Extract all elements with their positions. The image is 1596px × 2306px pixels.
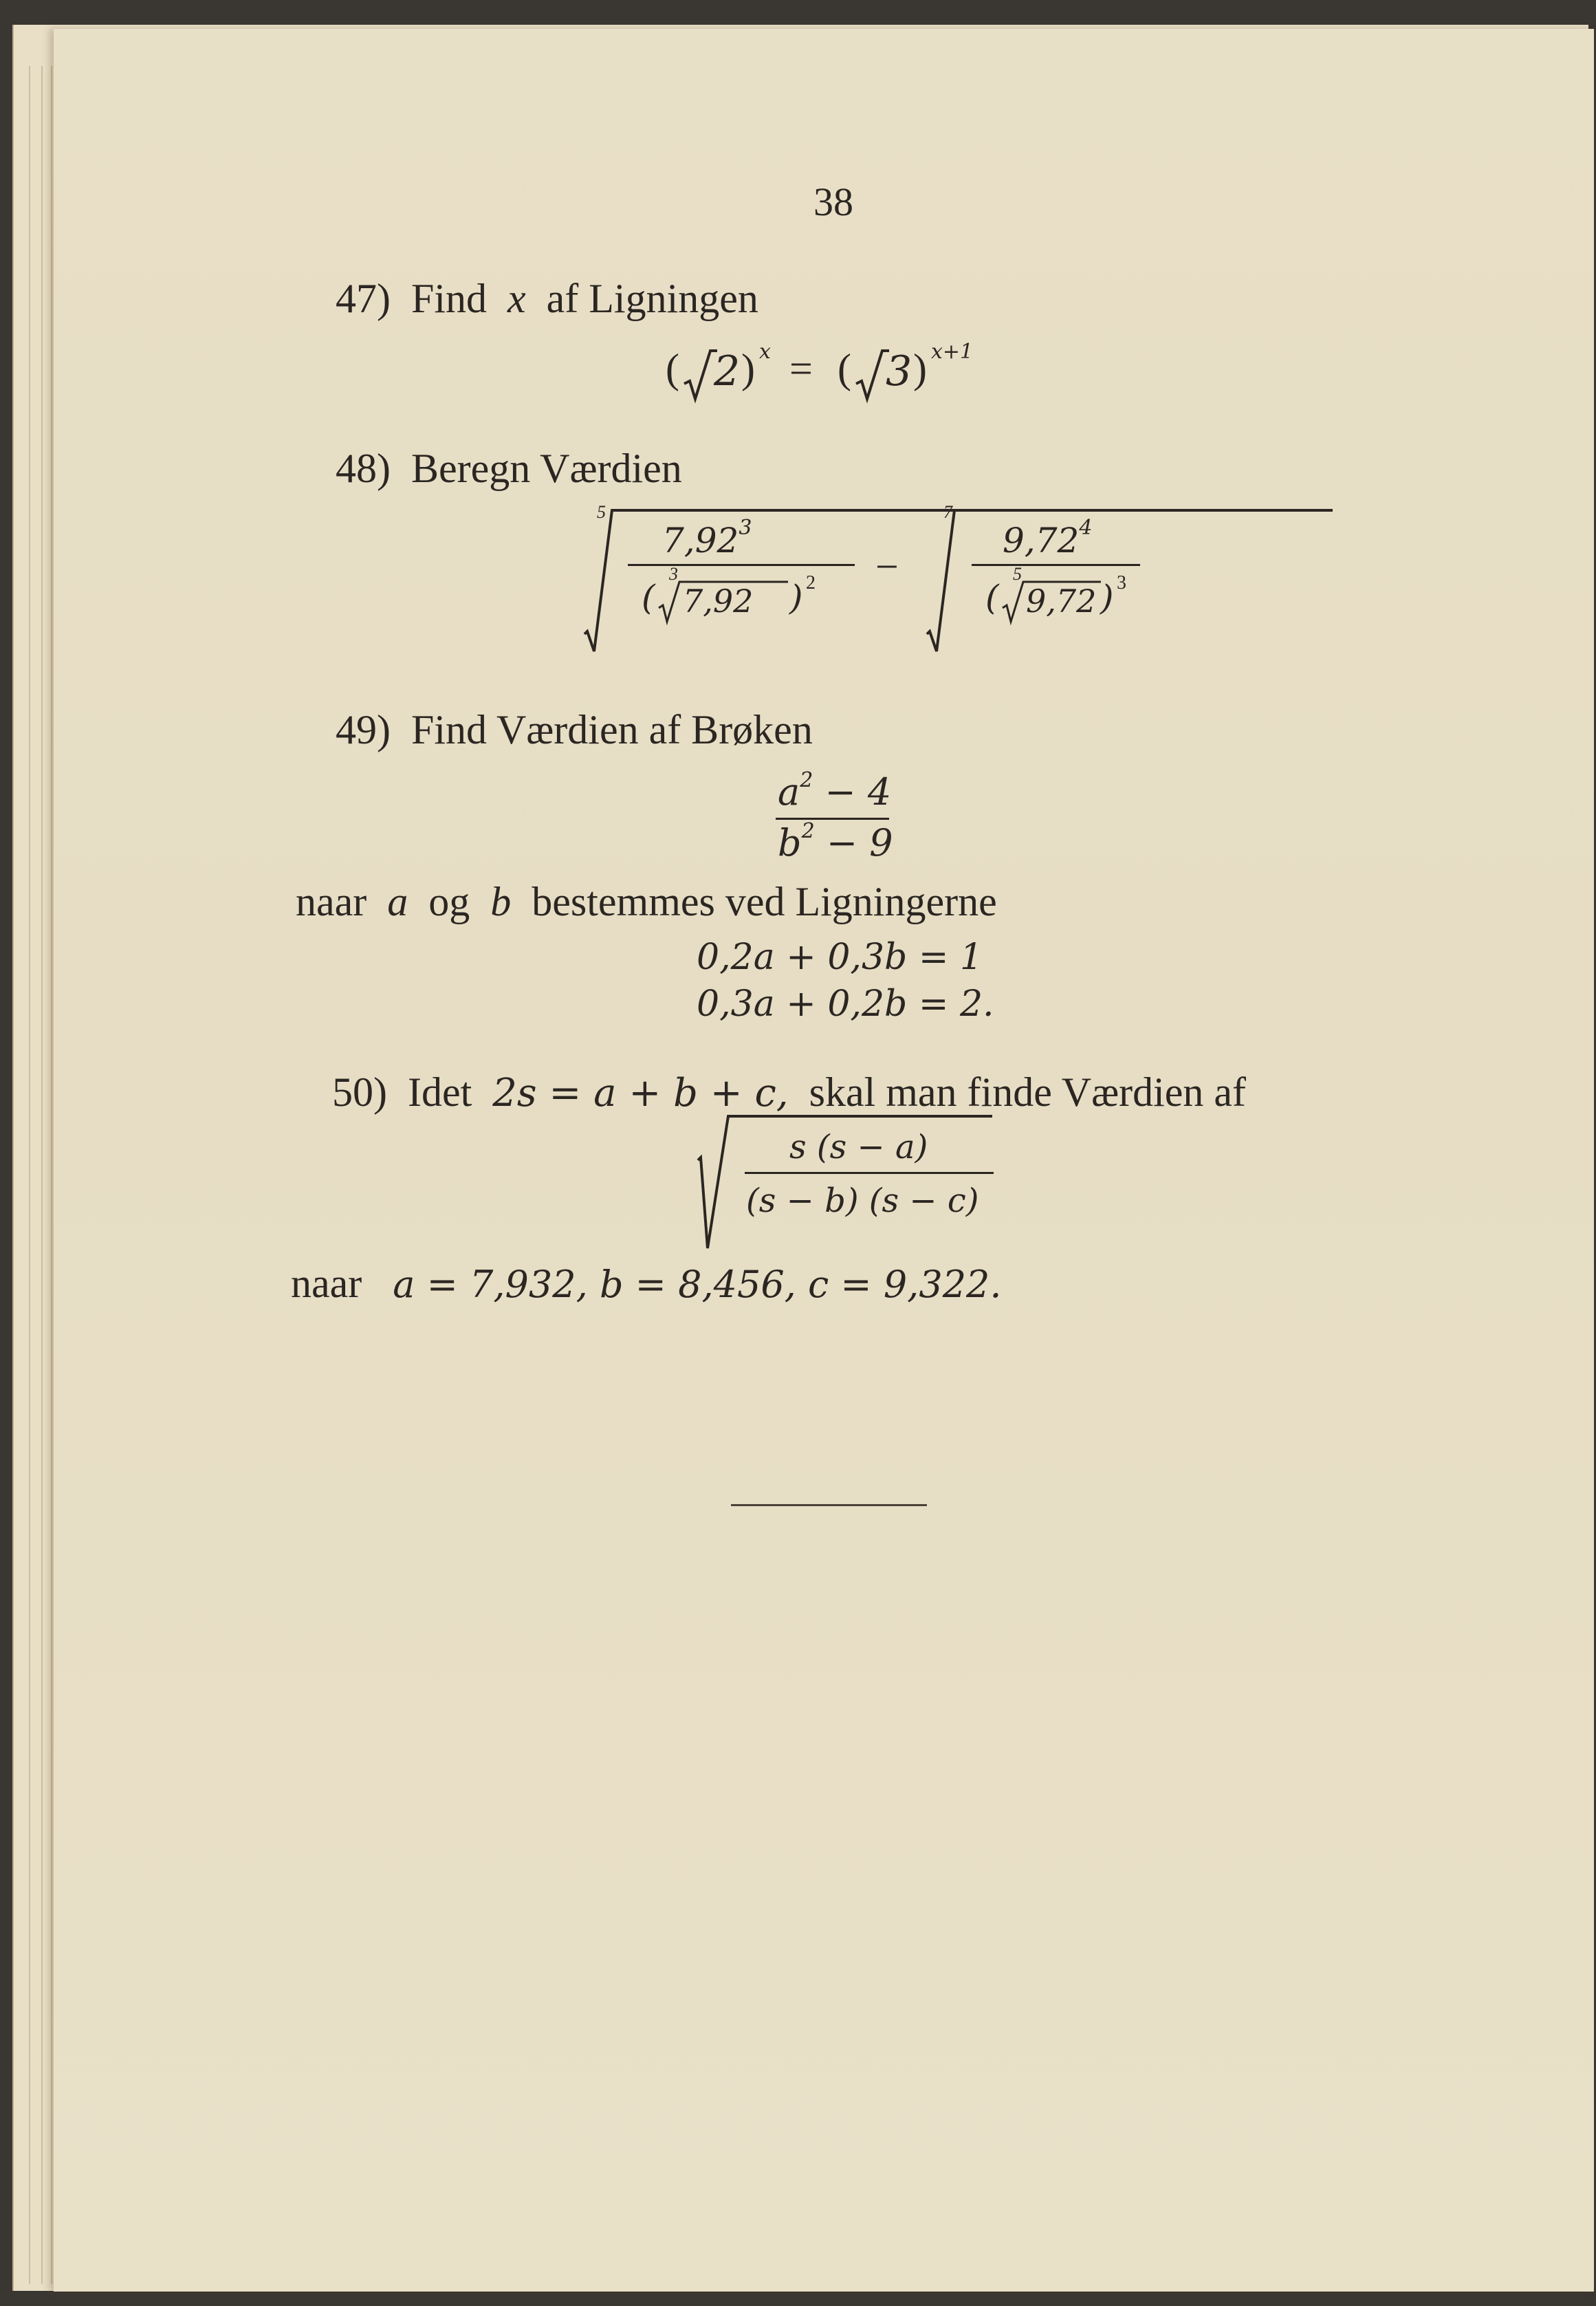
problem-49-line bbox=[336, 706, 813, 754]
fraction-denominator bbox=[778, 821, 893, 864]
problem-49-text: Find Værdien af Brøken bbox=[411, 707, 813, 752]
left-radicand: 2 bbox=[714, 347, 741, 395]
denominator-2-radicand: 9,72 bbox=[1026, 583, 1097, 620]
problem-50-math: 2s = a + b + c, bbox=[492, 1071, 789, 1116]
problem-47-number: 47) bbox=[336, 276, 391, 321]
problem-47-line bbox=[336, 275, 758, 323]
problem-50-text2: skal man finde Værdien af bbox=[809, 1069, 1246, 1115]
inner-root-index: 5 bbox=[1013, 564, 1022, 584]
paren: ) bbox=[1100, 578, 1114, 618]
fraction-bar bbox=[628, 564, 855, 566]
minus-sign: − bbox=[875, 544, 899, 589]
condition-values: a = 7,932, b = 8,456, c = 9,322. bbox=[393, 1263, 1002, 1306]
page-edge-line bbox=[51, 66, 52, 2284]
num-var: a bbox=[778, 770, 800, 814]
denominator-1-radicand: 7,92 bbox=[683, 583, 754, 620]
var-a: a bbox=[387, 879, 408, 924]
problem-47-text2: af Ligningen bbox=[546, 276, 758, 321]
word-og: og bbox=[428, 879, 470, 924]
problem-47-text: Find bbox=[411, 276, 488, 321]
root-index: 7 bbox=[943, 502, 952, 522]
paren: ( bbox=[838, 346, 851, 391]
fraction-bar bbox=[745, 1172, 994, 1174]
paren: ( bbox=[666, 346, 679, 391]
num-exp: 2 bbox=[800, 768, 813, 792]
numerator-1-base: 7,92 bbox=[662, 521, 739, 561]
inner-root-index: 3 bbox=[669, 564, 678, 584]
radical-sign bbox=[683, 349, 717, 402]
condition-rest: bestemmes ved Ligningerne bbox=[532, 879, 997, 924]
den-rest: − 9 bbox=[826, 821, 893, 864]
numerator-2-base: 9,72 bbox=[1003, 521, 1080, 561]
fraction-bar bbox=[776, 818, 889, 820]
condition-word: naar bbox=[296, 879, 367, 924]
radical-numerator: s (s − a) bbox=[789, 1128, 928, 1166]
paren: ) bbox=[789, 578, 803, 618]
right-exponent: x+1 bbox=[931, 340, 974, 364]
radical-denominator: (s − b) (s − c) bbox=[746, 1182, 979, 1220]
denominator-1: ( bbox=[642, 578, 655, 618]
problem-50-line bbox=[332, 1069, 1246, 1116]
problem-50-number: 50) bbox=[332, 1069, 387, 1115]
denominator-2: ( bbox=[985, 578, 999, 618]
left-exponent: x bbox=[759, 340, 771, 364]
denominator-2-exp: 3 bbox=[1117, 572, 1126, 594]
problem-50-text: Idet bbox=[407, 1069, 472, 1115]
numerator-2 bbox=[1003, 516, 1093, 561]
num-rest: − 4 bbox=[824, 770, 892, 814]
condition-word: naar bbox=[291, 1261, 362, 1306]
numerator-1 bbox=[662, 516, 752, 561]
problem-50-condition bbox=[291, 1260, 1002, 1307]
problem-49-condition bbox=[296, 878, 997, 926]
page-edge-line bbox=[29, 66, 30, 2284]
fraction-numerator bbox=[778, 770, 891, 814]
den-exp: 2 bbox=[801, 819, 815, 843]
page-number: 38 bbox=[813, 180, 853, 224]
right-radicand: 3 bbox=[886, 347, 912, 395]
var-b: b bbox=[490, 879, 512, 924]
equation-2: 0,3a + 0,2b = 2. bbox=[697, 983, 994, 1025]
problem-49-number: 49) bbox=[336, 707, 391, 752]
equation-1: 0,2a + 0,3b = 1 bbox=[697, 937, 983, 978]
equals-sign: = bbox=[789, 346, 813, 391]
section-divider bbox=[731, 1504, 927, 1506]
radical-sign bbox=[855, 349, 889, 402]
fraction-bar bbox=[972, 564, 1140, 566]
problem-48-number: 48) bbox=[336, 446, 391, 491]
book-page bbox=[54, 29, 1594, 2292]
denominator-1-exp: 2 bbox=[806, 572, 816, 594]
problem-48-line bbox=[336, 445, 682, 492]
paren: ) bbox=[741, 346, 755, 391]
problem-48-text: Beregn Værdien bbox=[411, 446, 682, 491]
root-index: 5 bbox=[597, 502, 606, 522]
page-edge-line bbox=[41, 66, 43, 2284]
problem-47-var: x bbox=[507, 276, 526, 321]
numerator-2-exp: 4 bbox=[1079, 516, 1093, 540]
numerator-1-exp: 3 bbox=[739, 516, 752, 540]
den-var: b bbox=[778, 821, 802, 864]
paren: ) bbox=[913, 346, 927, 391]
